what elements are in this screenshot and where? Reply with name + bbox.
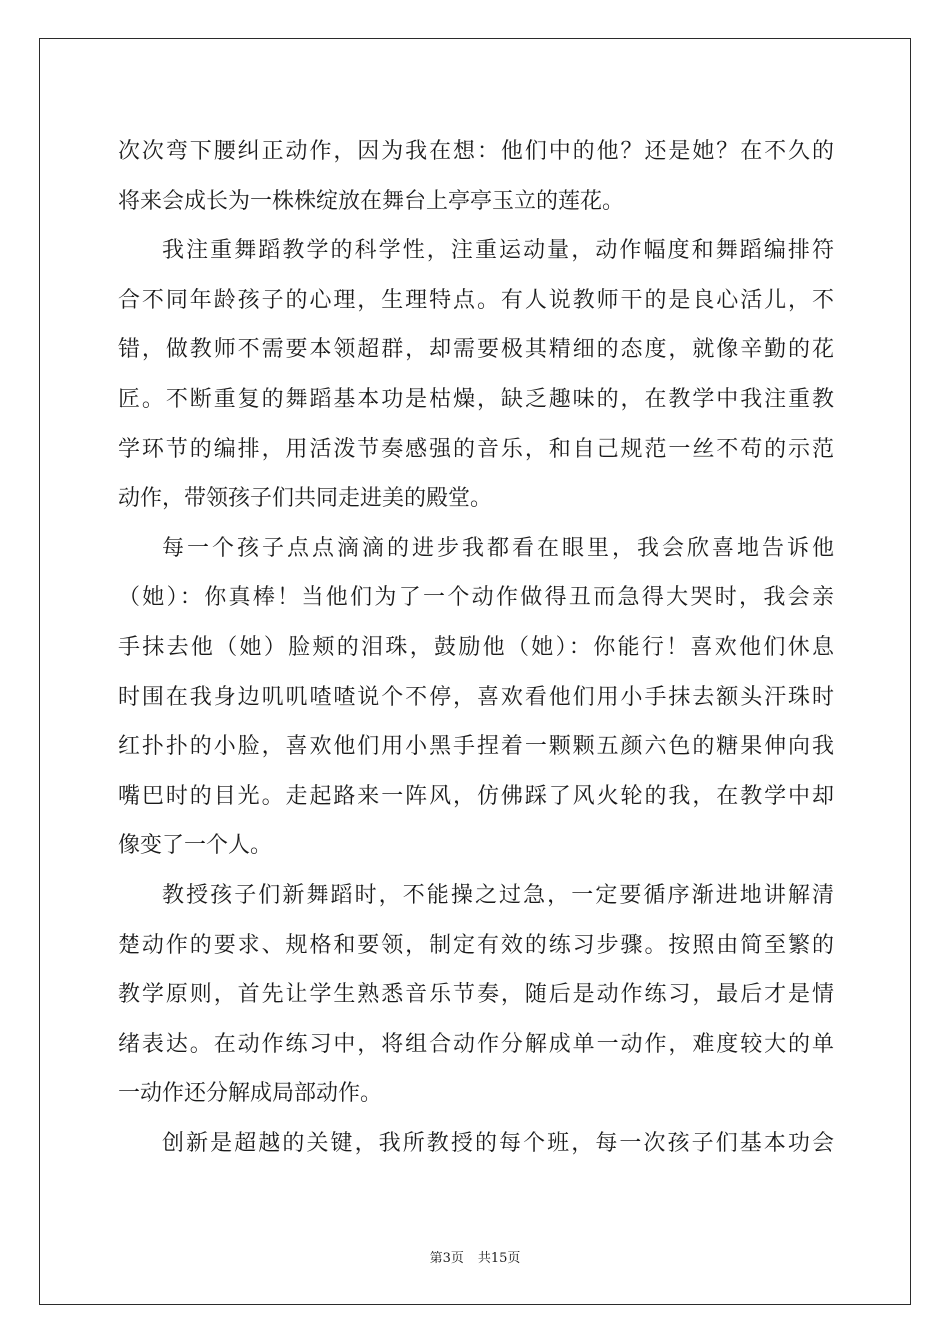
text-line: 一动作还分解成局部动作。: [118, 1081, 383, 1107]
text-line: 将来会成长为一株株绽放在舞台上亭亭玉立的莲花。: [118, 188, 625, 214]
page-number: 第3页: [429, 1251, 464, 1266]
text-line: （她）：你真棒！当他们为了一个动作做得丑而急得大哭时，我会亲: [118, 585, 834, 611]
text-line: 合不同年龄孩子的心理，生理特点。有人说教师干的是良心活儿，不: [118, 287, 834, 313]
text-line: 每一个孩子点点滴滴的进步我都看在眼里，我会欣喜地告诉他: [162, 535, 834, 561]
text-line: 手抹去他（她）脸颊的泪珠，鼓励他（她）：你能行！喜欢他们休息: [118, 634, 834, 660]
text-line: 错，做教师不需要本领超群，却需要极其精细的态度，就像辛勤的花: [118, 337, 834, 363]
text-line: 教授孩子们新舞蹈时，不能操之过急，一定要循序渐进地讲解清: [162, 882, 834, 908]
page-total: 共15页: [477, 1251, 521, 1266]
text-line: 匠。不断重复的舞蹈基本功是枯燥，缺乏趣味的，在教学中我注重教: [118, 386, 834, 412]
page-footer: [0, 1247, 950, 1266]
text-line: 嘴巴时的目光。走起路来一阵风，仿佛踩了风火轮的我，在教学中却: [118, 783, 834, 809]
text-line: 教学原则，首先让学生熟悉音乐节奏，随后是动作练习，最后才是情: [118, 982, 834, 1008]
text-line: 学环节的编排，用活泼节奏感强的音乐，和自己规范一丝不苟的示范: [118, 436, 834, 462]
text-line: 绪表达。在动作练习中，将组合动作分解成单一动作，难度较大的单: [118, 1031, 834, 1057]
text-line: 楚动作的要求、规格和要领，制定有效的练习步骤。按照由简至繁的: [118, 932, 834, 958]
text-line: 次次弯下腰纠正动作，因为我在想：他们中的他？还是她？在不久的: [118, 139, 834, 164]
text-line: 像变了一个人。: [118, 833, 273, 859]
text-line: 红扑扑的小脸，喜欢他们用小黑手捏着一颗颗五颜六色的糖果伸向我: [118, 734, 834, 760]
text-line: 创新是超越的关键，我所教授的每个班，每一次孩子们基本功会: [162, 1130, 834, 1156]
text-line: 我注重舞蹈教学的科学性，注重运动量，动作幅度和舞蹈编排符: [162, 238, 834, 264]
text-line: 动作，带领孩子们共同走进美的殿堂。: [118, 486, 493, 512]
text-line: 时围在我身边叽叽喳喳说个不停，喜欢看他们用小手抹去额头汗珠时: [118, 684, 834, 710]
document-body: [118, 127, 834, 1168]
